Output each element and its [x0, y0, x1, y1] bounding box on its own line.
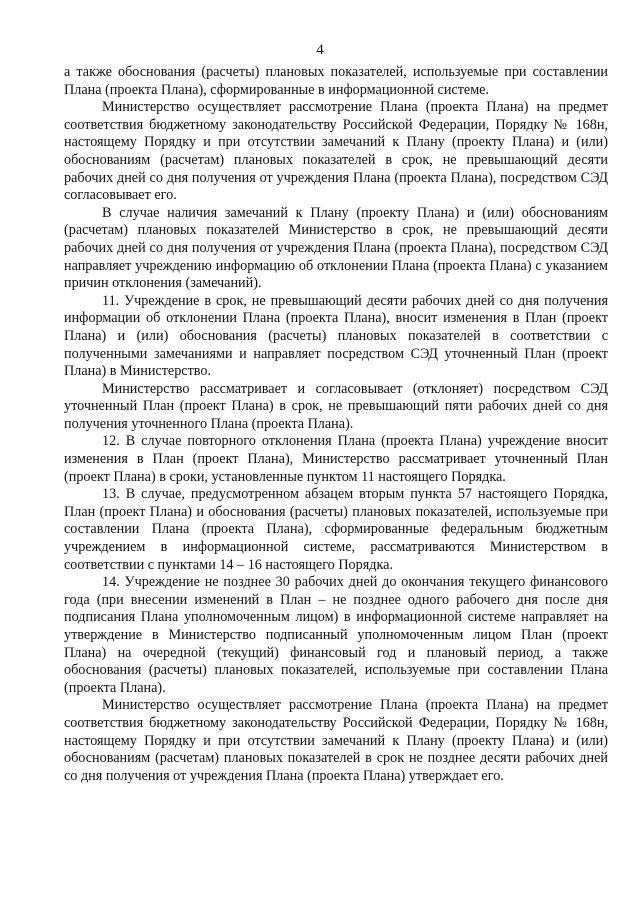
paragraph-continuation: а также обоснования (расчеты) плановых показателей, используемые при составлении Плана (проекта Плана), сформированные в информационной системе. — [64, 64, 608, 98]
paragraph-item-12: 12. В случае повторного отклонения Плана (проекта Плана) учреждение вносит изменения в План (проект Плана), Министерство рассматривает уточненный План (проект Плана) в сроки, установленные пунктом 11 настоящего Порядка. — [64, 433, 608, 485]
document-body — [64, 64, 608, 785]
paragraph-item-11: 11. Учреждение в срок, не превышающий десяти рабочих дней со дня получения информации об отклонении Плана (проекта Плана), вносит изменения в План (проект Плана) и (или) обоснования (расчеты) плановых показателей в соответствии с полученными замечаниями и направляет посредством СЭД уточненный План (проект Плана) в Министерство. — [64, 292, 608, 380]
paragraph-remarks: В случае наличия замечаний к Плану (проекту Плана) и (или) обоснованиям (расчетам) плановых показателей Министерство в срок, не превышающий десяти рабочих дней со дня получения от учреждения Плана (проекта Плана), посредством СЭД направляет учреждению информацию об отклонении Плана (проекта Плана) с указанием причин отклонения (замечаний). — [64, 204, 608, 292]
page-number: 4 — [316, 42, 324, 58]
paragraph-item-14: 14. Учреждение не позднее 30 рабочих дней до окончания текущего финансового года (при внесении изменений в План – не позднее одного рабочего дня после дня подписания Плана уполномоченным лицом) в информационной системе направляет на утверждение в Министерство подписанный уполномоченным лицом План (проект Плана) на очередной (текущий) финансовый год и плановый период, а также обоснования (расчеты) плановых показателей, используемые при составлении Плана (проекта Плана). — [64, 574, 608, 696]
paragraph-ministry-final-approval: Министерство осуществляет рассмотрение Плана (проекта Плана) на предмет соответствия бюджетному законодательству Российской Федерации, Порядку № 168н, настоящему Порядку и при отсутствии замечаний к Плану (проекту Плана) и (или) обоснованиям (расчетам) плановых показателей в срок не позднее десяти рабочих дней со дня получения от учреждения Плана (проекта Плана) утверждает его. — [64, 697, 608, 784]
paragraph-ministry-review: Министерство осуществляет рассмотрение Плана (проекта Плана) на предмет соответствия бюджетному законодательству Российской Федерации, Порядку № 168н, настоящему Порядку и при отсутствии замечаний к Плану (проекту Плана) и (или) обоснованиям (расчетам) плановых показателей в срок, не превышающий десяти рабочих дней со дня получения от учреждения Плана (проекта Плана), посредством СЭД согласовывает его. — [64, 99, 608, 204]
paragraph-item-13: 13. В случае, предусмотренном абзацем вторым пункта 57 настоящего Порядка, План (проект Плана) и обоснования (расчеты) плановых показателей, используемые при составлении Плана (проекта Плана), сформированные федеральным бюджетным учреждением в информационной системе, рассматриваются Министерством в соответствии с пунктами 14 – 16 настоящего Порядка. — [64, 486, 608, 573]
paragraph-ministry-approves-updated: Министерство рассматривает и согласовывает (отклоняет) посредством СЭД уточненный План (проект Плана) в срок, не превышающий пяти рабочих дней со дня получения уточненного Плана (проекта Плана). — [64, 380, 608, 432]
